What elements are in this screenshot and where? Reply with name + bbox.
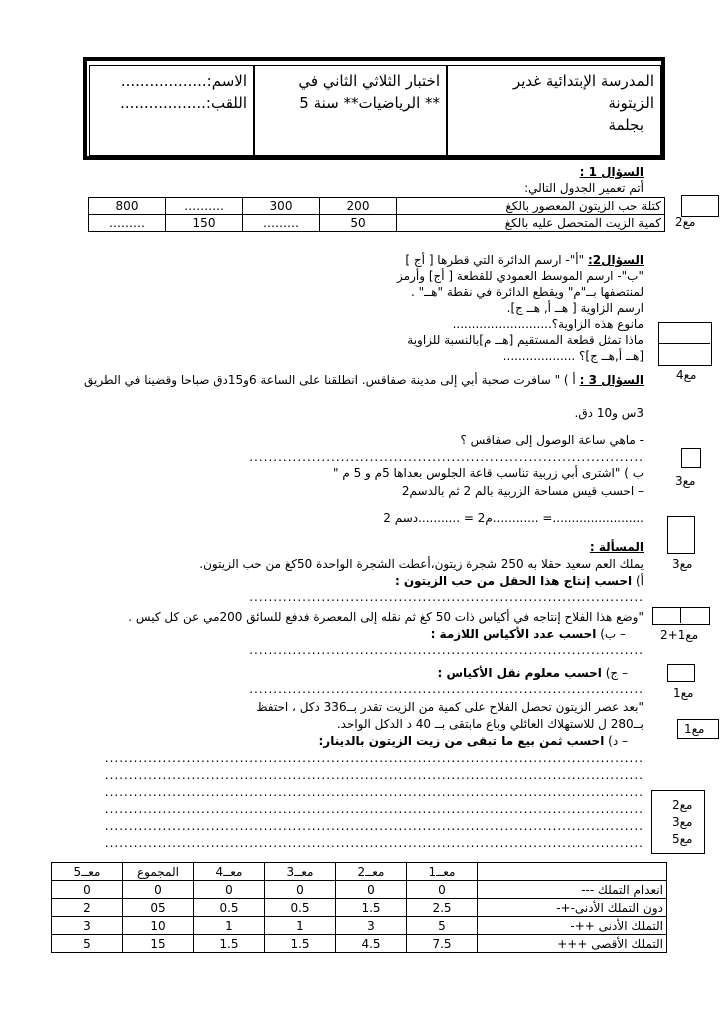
table-cell[interactable]: 300: [243, 198, 320, 215]
problem-d: [318, 733, 628, 749]
school-location: بجلمة: [608, 116, 644, 134]
score-box[interactable]: [667, 516, 695, 554]
q2-score: مع4: [676, 368, 697, 382]
q3-part-a-text: " سافرت صحبة أبي إلى مدينة صفاقس. انطلقنا على الساعة 6و15دق صباحا وقضينا في الطريق: [84, 373, 561, 387]
score-box[interactable]: [658, 322, 712, 366]
problem-a-label: أ): [635, 574, 644, 588]
final-score-2: مع3: [672, 815, 693, 829]
q2-line5: مانوع هذه الزاوية؟..........................: [452, 317, 644, 331]
table-cell: 1.5: [194, 935, 265, 953]
table-header-empty: [478, 863, 667, 881]
table-row-label: التملك الأقصى +++: [478, 935, 667, 953]
final-scores: [672, 797, 692, 848]
problem-a: [395, 573, 644, 589]
problem-a-score: مع3: [672, 557, 693, 571]
final-score-3: مع5: [672, 832, 693, 846]
problem-intro: يملك العم سعيد حقلا به 250 شجرة زيتون،أعطت الشجرة الواحدة 50كغ من حب الزيتون.: [199, 557, 644, 571]
q2-line6: ماذا تمثل قطعة المستقيم [هــ م]بالنسبة للزاوية: [407, 333, 644, 347]
score-box[interactable]: [681, 195, 719, 217]
answer-line[interactable]: ................................................................................................................: [104, 768, 644, 782]
q3-part-a-question: - ماهي ساعة الوصول إلى صفاقس ؟: [460, 433, 644, 447]
table-cell[interactable]: ……….: [166, 198, 243, 215]
problem-c: [437, 665, 628, 681]
divider: [658, 343, 710, 344]
table-cell: 0.5: [194, 899, 265, 917]
answer-line[interactable]: ..................................................................................: [249, 450, 644, 464]
table-cell[interactable]: ………: [243, 215, 320, 232]
table-cell[interactable]: ………: [89, 215, 166, 232]
school-name: المدرسة الإبتدائية غدير: [512, 72, 654, 90]
q3-part-b: [333, 465, 644, 481]
table-row: [52, 899, 667, 917]
q3-part-b-question: – احسب قيس مساحة الزربية بالم 2 ثم بالدسم2: [401, 484, 644, 498]
problem-c-text: احسب معلوم نقل الأكياس :: [437, 666, 602, 680]
table-cell: 2.5: [407, 899, 478, 917]
final-score-1: مع2: [672, 798, 693, 812]
q3-part-b-label: ب ): [624, 466, 644, 480]
problem-d-label: – د): [608, 734, 628, 748]
problem-d-intro2: بــ280 ل للاستهلاك العائلي وباع مابتقى بــ 40 د الدكل الواحد.: [336, 717, 644, 731]
q2-line4: ارسم الزاوية [ هــ أ, هــ ج].: [506, 301, 644, 315]
problem-b-intro: "وضع هذا الفلاح إنتاجه في أكياس ذات 50 كغ ثم نقله إلى المعصرة فدفع للسائق 200مي عن كل كيس .: [128, 610, 644, 624]
table-row: [89, 215, 665, 232]
table-cell: 2: [52, 899, 123, 917]
answer-line[interactable]: ................................................................................................................: [104, 751, 644, 765]
table-row-label: كمية الزيت المتحصل عليه بالكغ: [397, 215, 665, 232]
q2-line1: "أ"- ارسم الدائرة التي قطرها [ أج ]: [405, 253, 585, 267]
table-cell[interactable]: 800: [89, 198, 166, 215]
table-cell: 1.5: [336, 899, 407, 917]
table-cell[interactable]: 150: [166, 215, 243, 232]
score-box[interactable]: [667, 664, 695, 682]
table-header: معــ1: [407, 863, 478, 881]
q1-instruction: أتم تعمير الجدول التالي:: [524, 181, 644, 195]
q2-title: السؤال2:: [587, 253, 644, 267]
q1-title: السؤال 1 :: [579, 165, 644, 179]
problem-d-score: مع1: [684, 722, 705, 736]
exam-title: اختبار الثلاثي الثاني في: [298, 72, 440, 90]
q3-title: السؤال 3 :: [579, 373, 644, 387]
table-cell: 0: [194, 881, 265, 899]
table-cell: 1: [265, 917, 336, 935]
table-row: [52, 935, 667, 953]
problem-title: المسألة :: [589, 540, 644, 554]
table-cell: 1.5: [265, 935, 336, 953]
table-cell: 15: [123, 935, 194, 953]
school-cell: [447, 65, 661, 156]
table-cell: 0.5: [265, 899, 336, 917]
problem-d-intro1: "بعد عصر الزيتون تحصل الفلاح على كمية من الزيت تقدر بــ336 دكل ، احتفظ: [256, 700, 644, 714]
table-cell: 4.5: [336, 935, 407, 953]
problem-d-text: احسب ثمن بيع ما تبقى من زيت الزيتون بالدينار:: [318, 734, 605, 748]
score-box[interactable]: [652, 607, 710, 625]
student-info-cell: [89, 65, 254, 156]
table-header: معــ5: [52, 863, 123, 881]
q2-line3: لمنتصفها بــ"م" ويقطع الدائرة في نقطة "هــ" .: [411, 285, 644, 299]
answer-line[interactable]: ..................................................................................: [249, 682, 644, 696]
answer-line[interactable]: ................................................................................................................: [104, 819, 644, 833]
table-cell: 3: [52, 917, 123, 935]
school-name-2: الزيتونة: [608, 94, 654, 112]
table-row: [52, 881, 667, 899]
table-header: معــ3: [265, 863, 336, 881]
problem-b-score: مع1+2: [660, 628, 699, 642]
answer-line[interactable]: ..................................................................................: [249, 590, 644, 604]
table-row-label: انعدام التملك ---: [478, 881, 667, 899]
grading-table: [51, 862, 667, 953]
q3-line: [84, 372, 644, 388]
problem-c-label: – ج): [605, 666, 628, 680]
table-cell: 1: [194, 917, 265, 935]
answer-line[interactable]: ................................................................................................................: [104, 802, 644, 816]
table-cell: 0: [265, 881, 336, 899]
table-row-label: التملك الأدنى ++-: [478, 917, 667, 935]
table-cell: 7.5: [407, 935, 478, 953]
q3-part-a-cont: 3س و10 دق.: [574, 406, 644, 420]
table-cell: 3: [336, 917, 407, 935]
problem-a-text: احسب إنتاج هذا الحقل من حب الزيتون :: [394, 574, 633, 588]
q1-table: [88, 197, 665, 232]
q2-line7: [هــ أ,هــ ج]؟ ...................: [502, 349, 644, 363]
table-header: معــ2: [336, 863, 407, 881]
q3-score: مع3: [675, 474, 696, 488]
table-cell[interactable]: 200: [320, 198, 397, 215]
table-cell: 0: [407, 881, 478, 899]
table-cell: 05: [123, 899, 194, 917]
exam-subject: ** الرياضيات** سنة 5: [299, 94, 440, 112]
table-cell: 0: [123, 881, 194, 899]
table-cell: 5: [52, 935, 123, 953]
answer-line[interactable]: ................................................................................................................: [104, 836, 644, 850]
q3-part-b-answer[interactable]: ........................= ............م2 = ...........دسم 2: [383, 511, 644, 525]
problem-c-score: مع1: [673, 686, 694, 700]
table-cell[interactable]: 50: [320, 215, 397, 232]
table-cell: 10: [123, 917, 194, 935]
q2-block: [397, 252, 644, 364]
q1-score: مع2: [675, 215, 696, 229]
table-row-label: دون التملك الأدنى-+-: [478, 899, 667, 917]
problem-b-label: – ب): [600, 627, 626, 641]
exam-header: [83, 57, 665, 160]
table-header: المجموع: [123, 863, 194, 881]
problem-b: [431, 626, 626, 642]
table-cell: 0: [52, 881, 123, 899]
table-row-label: كتلة حب الزيتون المعصور بالكغ: [397, 198, 665, 215]
surname-field[interactable]: اللقب:..................: [120, 94, 247, 112]
score-box[interactable]: [681, 448, 701, 468]
table-cell: 5: [407, 917, 478, 935]
table-cell: 0: [336, 881, 407, 899]
q2-line2: "ب"- ارسم الموسط العمودي للقطعة [ أج] وأرمز: [397, 269, 644, 283]
answer-line[interactable]: ..................................................................................: [249, 643, 644, 657]
table-row: [52, 917, 667, 935]
problem-b-text: احسب عدد الأكياس اللازمة :: [430, 627, 597, 641]
table-header-row: [52, 863, 667, 881]
table-row: [89, 198, 665, 215]
name-field[interactable]: الاسم:..................: [120, 72, 247, 90]
q3-part-b-text: "اشترى أبي زربية تناسب قاعة الجلوس بعداها 5م و 5 م ": [333, 466, 621, 480]
answer-line[interactable]: ................................................................................................................: [104, 785, 644, 799]
exam-title-cell: [254, 65, 447, 156]
q3-part-a-label: أ ): [563, 373, 576, 387]
table-header: معــ4: [194, 863, 265, 881]
divider: [680, 607, 681, 623]
